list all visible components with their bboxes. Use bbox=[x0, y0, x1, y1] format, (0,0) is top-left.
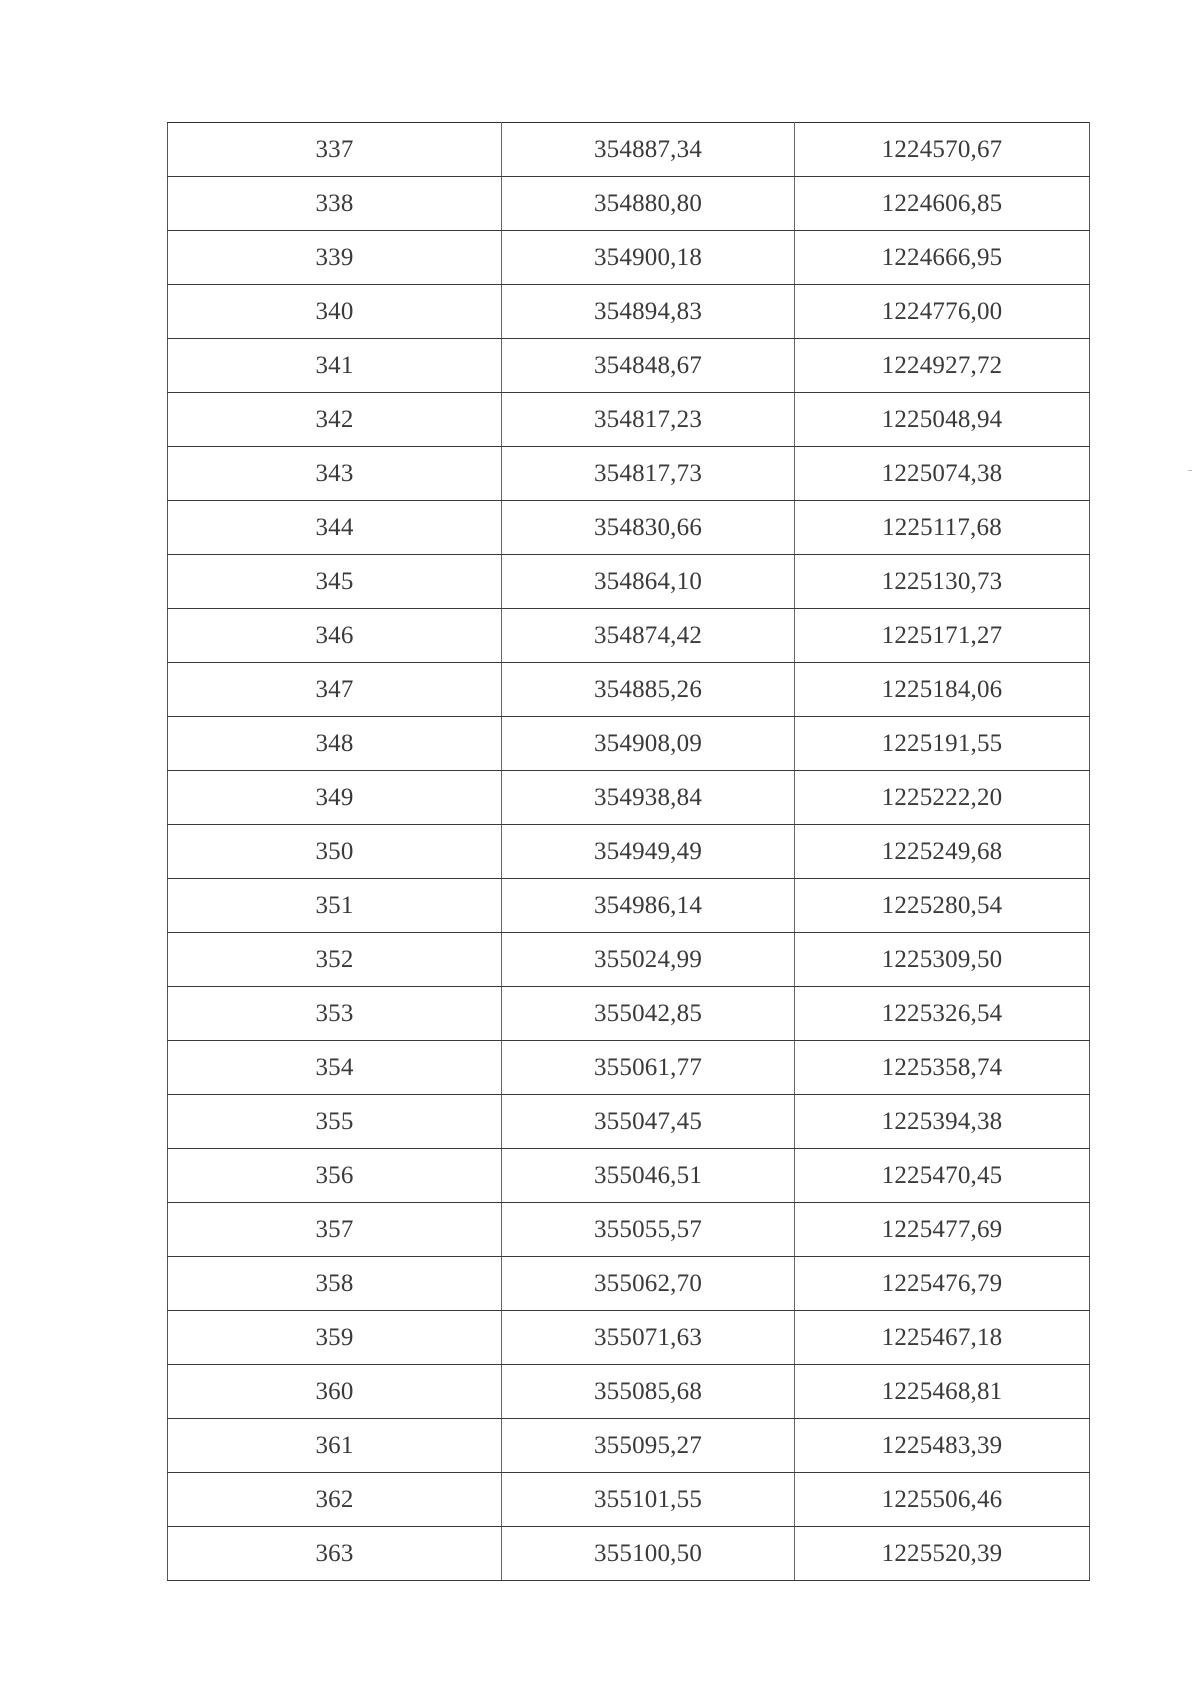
x-coordinate-cell: 354887,34 bbox=[502, 123, 795, 177]
table-row bbox=[168, 393, 1090, 447]
point-number-cell: 361 bbox=[168, 1419, 502, 1473]
table-row bbox=[168, 285, 1090, 339]
y-coordinate-cell: 1224666,95 bbox=[795, 231, 1090, 285]
table-row bbox=[168, 609, 1090, 663]
table-row bbox=[168, 663, 1090, 717]
point-number-cell: 355 bbox=[168, 1095, 502, 1149]
y-coordinate-cell: 1225222,20 bbox=[795, 771, 1090, 825]
y-coordinate-cell: 1225048,94 bbox=[795, 393, 1090, 447]
x-coordinate-cell: 354986,14 bbox=[502, 879, 795, 933]
x-coordinate-cell: 355046,51 bbox=[502, 1149, 795, 1203]
table-row bbox=[168, 339, 1090, 393]
point-number-cell: 337 bbox=[168, 123, 502, 177]
x-coordinate-cell: 355055,57 bbox=[502, 1203, 795, 1257]
x-coordinate-cell: 354938,84 bbox=[502, 771, 795, 825]
point-number-cell: 353 bbox=[168, 987, 502, 1041]
point-number-cell: 343 bbox=[168, 447, 502, 501]
table-row bbox=[168, 177, 1090, 231]
x-coordinate-cell: 355024,99 bbox=[502, 933, 795, 987]
table-row bbox=[168, 771, 1090, 825]
point-number-cell: 338 bbox=[168, 177, 502, 231]
point-number-cell: 352 bbox=[168, 933, 502, 987]
y-coordinate-cell: 1225117,68 bbox=[795, 501, 1090, 555]
table-row bbox=[168, 123, 1090, 177]
y-coordinate-cell: 1225171,27 bbox=[795, 609, 1090, 663]
table-row bbox=[168, 825, 1090, 879]
point-number-cell: 360 bbox=[168, 1365, 502, 1419]
x-coordinate-cell: 354949,49 bbox=[502, 825, 795, 879]
x-coordinate-cell: 354874,42 bbox=[502, 609, 795, 663]
table-row bbox=[168, 1365, 1090, 1419]
x-coordinate-cell: 354817,23 bbox=[502, 393, 795, 447]
y-coordinate-cell: 1224570,67 bbox=[795, 123, 1090, 177]
table-row bbox=[168, 987, 1090, 1041]
point-number-cell: 356 bbox=[168, 1149, 502, 1203]
y-coordinate-cell: 1225520,39 bbox=[795, 1527, 1090, 1581]
x-coordinate-cell: 355095,27 bbox=[502, 1419, 795, 1473]
point-number-cell: 354 bbox=[168, 1041, 502, 1095]
y-coordinate-cell: 1225249,68 bbox=[795, 825, 1090, 879]
y-coordinate-cell: 1225468,81 bbox=[795, 1365, 1090, 1419]
coordinates-table-body bbox=[168, 123, 1090, 1581]
point-number-cell: 347 bbox=[168, 663, 502, 717]
x-coordinate-cell: 354885,26 bbox=[502, 663, 795, 717]
x-coordinate-cell: 355047,45 bbox=[502, 1095, 795, 1149]
y-coordinate-cell: 1225483,39 bbox=[795, 1419, 1090, 1473]
table-row bbox=[168, 717, 1090, 771]
y-coordinate-cell: 1225184,06 bbox=[795, 663, 1090, 717]
x-coordinate-cell: 354864,10 bbox=[502, 555, 795, 609]
y-coordinate-cell: 1225280,54 bbox=[795, 879, 1090, 933]
x-coordinate-cell: 354908,09 bbox=[502, 717, 795, 771]
y-coordinate-cell: 1225476,79 bbox=[795, 1257, 1090, 1311]
y-coordinate-cell: 1224776,00 bbox=[795, 285, 1090, 339]
table-row bbox=[168, 1311, 1090, 1365]
point-number-cell: 340 bbox=[168, 285, 502, 339]
point-number-cell: 349 bbox=[168, 771, 502, 825]
y-coordinate-cell: 1225477,69 bbox=[795, 1203, 1090, 1257]
x-coordinate-cell: 354900,18 bbox=[502, 231, 795, 285]
point-number-cell: 357 bbox=[168, 1203, 502, 1257]
point-number-cell: 342 bbox=[168, 393, 502, 447]
point-number-cell: 341 bbox=[168, 339, 502, 393]
y-coordinate-cell: 1225309,50 bbox=[795, 933, 1090, 987]
table-row bbox=[168, 555, 1090, 609]
x-coordinate-cell: 355100,50 bbox=[502, 1527, 795, 1581]
x-coordinate-cell: 354848,67 bbox=[502, 339, 795, 393]
point-number-cell: 363 bbox=[168, 1527, 502, 1581]
y-coordinate-cell: 1224927,72 bbox=[795, 339, 1090, 393]
x-coordinate-cell: 355071,63 bbox=[502, 1311, 795, 1365]
table-row bbox=[168, 1203, 1090, 1257]
x-coordinate-cell: 354880,80 bbox=[502, 177, 795, 231]
table-row bbox=[168, 231, 1090, 285]
table-row bbox=[168, 447, 1090, 501]
x-coordinate-cell: 355061,77 bbox=[502, 1041, 795, 1095]
table-row bbox=[168, 1257, 1090, 1311]
point-number-cell: 348 bbox=[168, 717, 502, 771]
y-coordinate-cell: 1225358,74 bbox=[795, 1041, 1090, 1095]
table-row bbox=[168, 1419, 1090, 1473]
table-row bbox=[168, 501, 1090, 555]
y-coordinate-cell: 1225394,38 bbox=[795, 1095, 1090, 1149]
x-coordinate-cell: 355101,55 bbox=[502, 1473, 795, 1527]
table-row bbox=[168, 1041, 1090, 1095]
table-row bbox=[168, 1473, 1090, 1527]
table-row bbox=[168, 933, 1090, 987]
point-number-cell: 344 bbox=[168, 501, 502, 555]
y-coordinate-cell: 1225506,46 bbox=[795, 1473, 1090, 1527]
x-coordinate-cell: 355062,70 bbox=[502, 1257, 795, 1311]
scan-speck bbox=[1188, 470, 1192, 471]
y-coordinate-cell: 1225326,54 bbox=[795, 987, 1090, 1041]
point-number-cell: 339 bbox=[168, 231, 502, 285]
y-coordinate-cell: 1225074,38 bbox=[795, 447, 1090, 501]
y-coordinate-cell: 1224606,85 bbox=[795, 177, 1090, 231]
point-number-cell: 350 bbox=[168, 825, 502, 879]
point-number-cell: 345 bbox=[168, 555, 502, 609]
x-coordinate-cell: 354894,83 bbox=[502, 285, 795, 339]
y-coordinate-cell: 1225130,73 bbox=[795, 555, 1090, 609]
point-number-cell: 351 bbox=[168, 879, 502, 933]
x-coordinate-cell: 354817,73 bbox=[502, 447, 795, 501]
point-number-cell: 346 bbox=[168, 609, 502, 663]
point-number-cell: 362 bbox=[168, 1473, 502, 1527]
table-row bbox=[168, 1095, 1090, 1149]
point-number-cell: 359 bbox=[168, 1311, 502, 1365]
x-coordinate-cell: 355085,68 bbox=[502, 1365, 795, 1419]
point-number-cell: 358 bbox=[168, 1257, 502, 1311]
y-coordinate-cell: 1225467,18 bbox=[795, 1311, 1090, 1365]
table-row bbox=[168, 1149, 1090, 1203]
x-coordinate-cell: 354830,66 bbox=[502, 501, 795, 555]
y-coordinate-cell: 1225191,55 bbox=[795, 717, 1090, 771]
coordinates-table bbox=[167, 122, 1090, 1581]
table-row bbox=[168, 879, 1090, 933]
table-row bbox=[168, 1527, 1090, 1581]
y-coordinate-cell: 1225470,45 bbox=[795, 1149, 1090, 1203]
x-coordinate-cell: 355042,85 bbox=[502, 987, 795, 1041]
